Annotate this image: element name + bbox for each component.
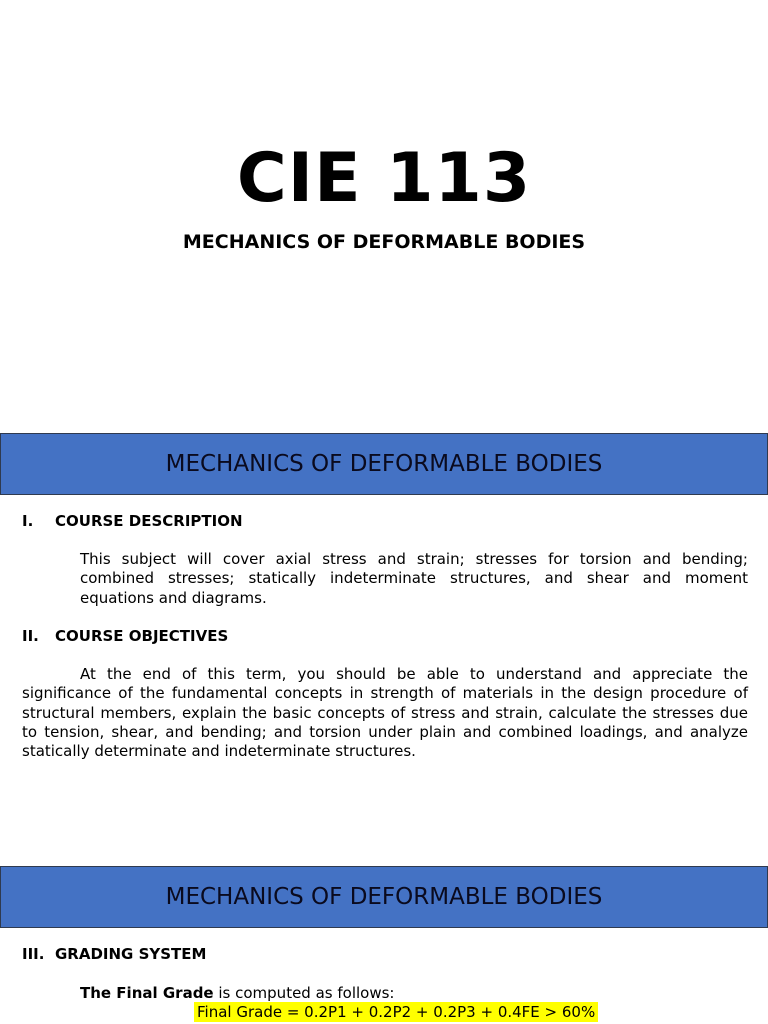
section-number: II. <box>22 627 39 645</box>
course-objectives-heading <box>22 626 228 646</box>
grading-system-heading <box>22 944 206 964</box>
final-grade-bold: The Final Grade <box>80 984 214 1002</box>
section-number: I. <box>22 512 34 530</box>
course-objectives-paragraph: At the end of this term, you should be able to understand and appreciate the significance of the fundamental concepts in strength of materials in the design procedure of structural members, explain the basic concepts of stress and strain, calculate the stresses due to tension, shear, and bending; and torsion under plain and combined loadings, and analyze statically determinate and indeterminate structures. <box>22 665 748 761</box>
course-description-text <box>80 550 748 608</box>
section-heading-text: COURSE OBJECTIVES <box>55 627 229 645</box>
final-grade-rest: is computed as follows: <box>213 984 395 1002</box>
section-heading-text: COURSE DESCRIPTION <box>55 512 243 530</box>
course-code: CIE 113 <box>236 139 532 218</box>
section-number: III. <box>22 945 45 963</box>
section-heading-text: GRADING SYSTEM <box>55 945 207 963</box>
section-banner-1: MECHANICS OF DEFORMABLE BODIES <box>0 433 768 495</box>
course-description-paragraph: This subject will cover axial stress and strain; stresses for torsion and bending; combined stresses; statically indeterminate structures, and shear and moment equations and diagrams. <box>80 550 748 607</box>
final-grade-intro <box>80 983 394 1003</box>
course-objectives-text <box>22 665 748 761</box>
final-grade-formula: Final Grade = 0.2P1 + 0.2P2 + 0.2P3 + 0.4FE > 60% <box>194 1002 598 1022</box>
course-title: MECHANICS OF DEFORMABLE BODIES <box>182 231 586 253</box>
section-banner-2: MECHANICS OF DEFORMABLE BODIES <box>0 866 768 928</box>
course-description-heading <box>22 511 243 531</box>
